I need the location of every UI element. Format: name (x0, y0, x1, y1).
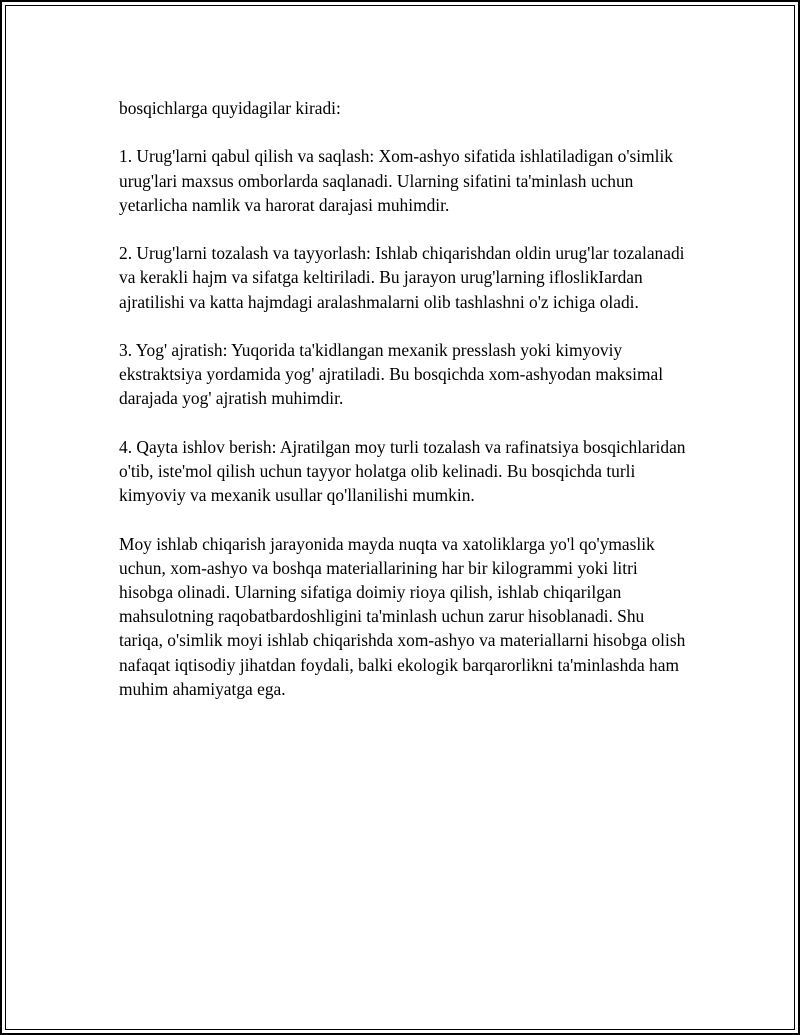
paragraph-step-4: 4. Qayta ishlov berish: Ajratilgan moy turli tozalash va rafinatsiya bosqichlaridan o'tib, iste'mol qilish uchun tayyor holatga olib kelinadi. Bu bosqichda turli kimyoviy va mexanik usullar qo'llanilishi mumkin. (119, 436, 686, 506)
paragraph-step-1: 1. Urug'larni qabul qilish va saqlash: Xom-ashyo sifatida ishlatiladigan o'simlik urug'lari maxsus omborlarda saqlanadi. Ularning sifatini ta'minlash uchun yetarlicha namlik va harorat darajasi muhimdir. (119, 146, 673, 215)
document-body (119, 96, 689, 725)
paragraph-step-3: 3. Yog' ajratish: Yuqorida ta'kidlangan mexanik presslash yoki kimyoviy ekstraktsiya yordamida yog' ajratiladi. Bu bosqichda xom-ashyodan maksimal darajada yog' ajratish muhimdir. (119, 339, 664, 409)
paragraph-step-2: 2. Urug'larni tozalash va tayyorlash: Ishlab chiqarishdan oldin urug'lar tozalanadi va kerakli hajm va sifatga keltiriladi. Bu jarayon urug'larning ifloslikIardan ajratilishi va katta hajmdagi aralashmalarni olib tashlashni o'z ichiga oladi. (119, 243, 685, 312)
paragraph-conclusion: Moy ishlab chiqarish jarayonida mayda nuqta va xatoliklarga yo'l qo'ymaslik uchun, xom-ashyo va boshqa materiallarining har bir kilogrammi yoki litri hisobga olinadi. Ularning sifatiga doimiy rioya qilish, ishlab chiqarilgan mahsulotning raqobatbardoshligini ta'minlash uchun zarur hisoblanadi. Shu tariqa, o'simlik moyi ishlab chiqarishda xom-ashyo va materiallarni hisobga olish nafaqat iqtisodiy jihatdan foydali, balki ekologik barqarorlikni ta'minlashda ham muhim ahamiyatga ega. (119, 533, 686, 699)
paragraph-intro: bosqichlarga quyidagilar kiradi: (119, 98, 341, 118)
